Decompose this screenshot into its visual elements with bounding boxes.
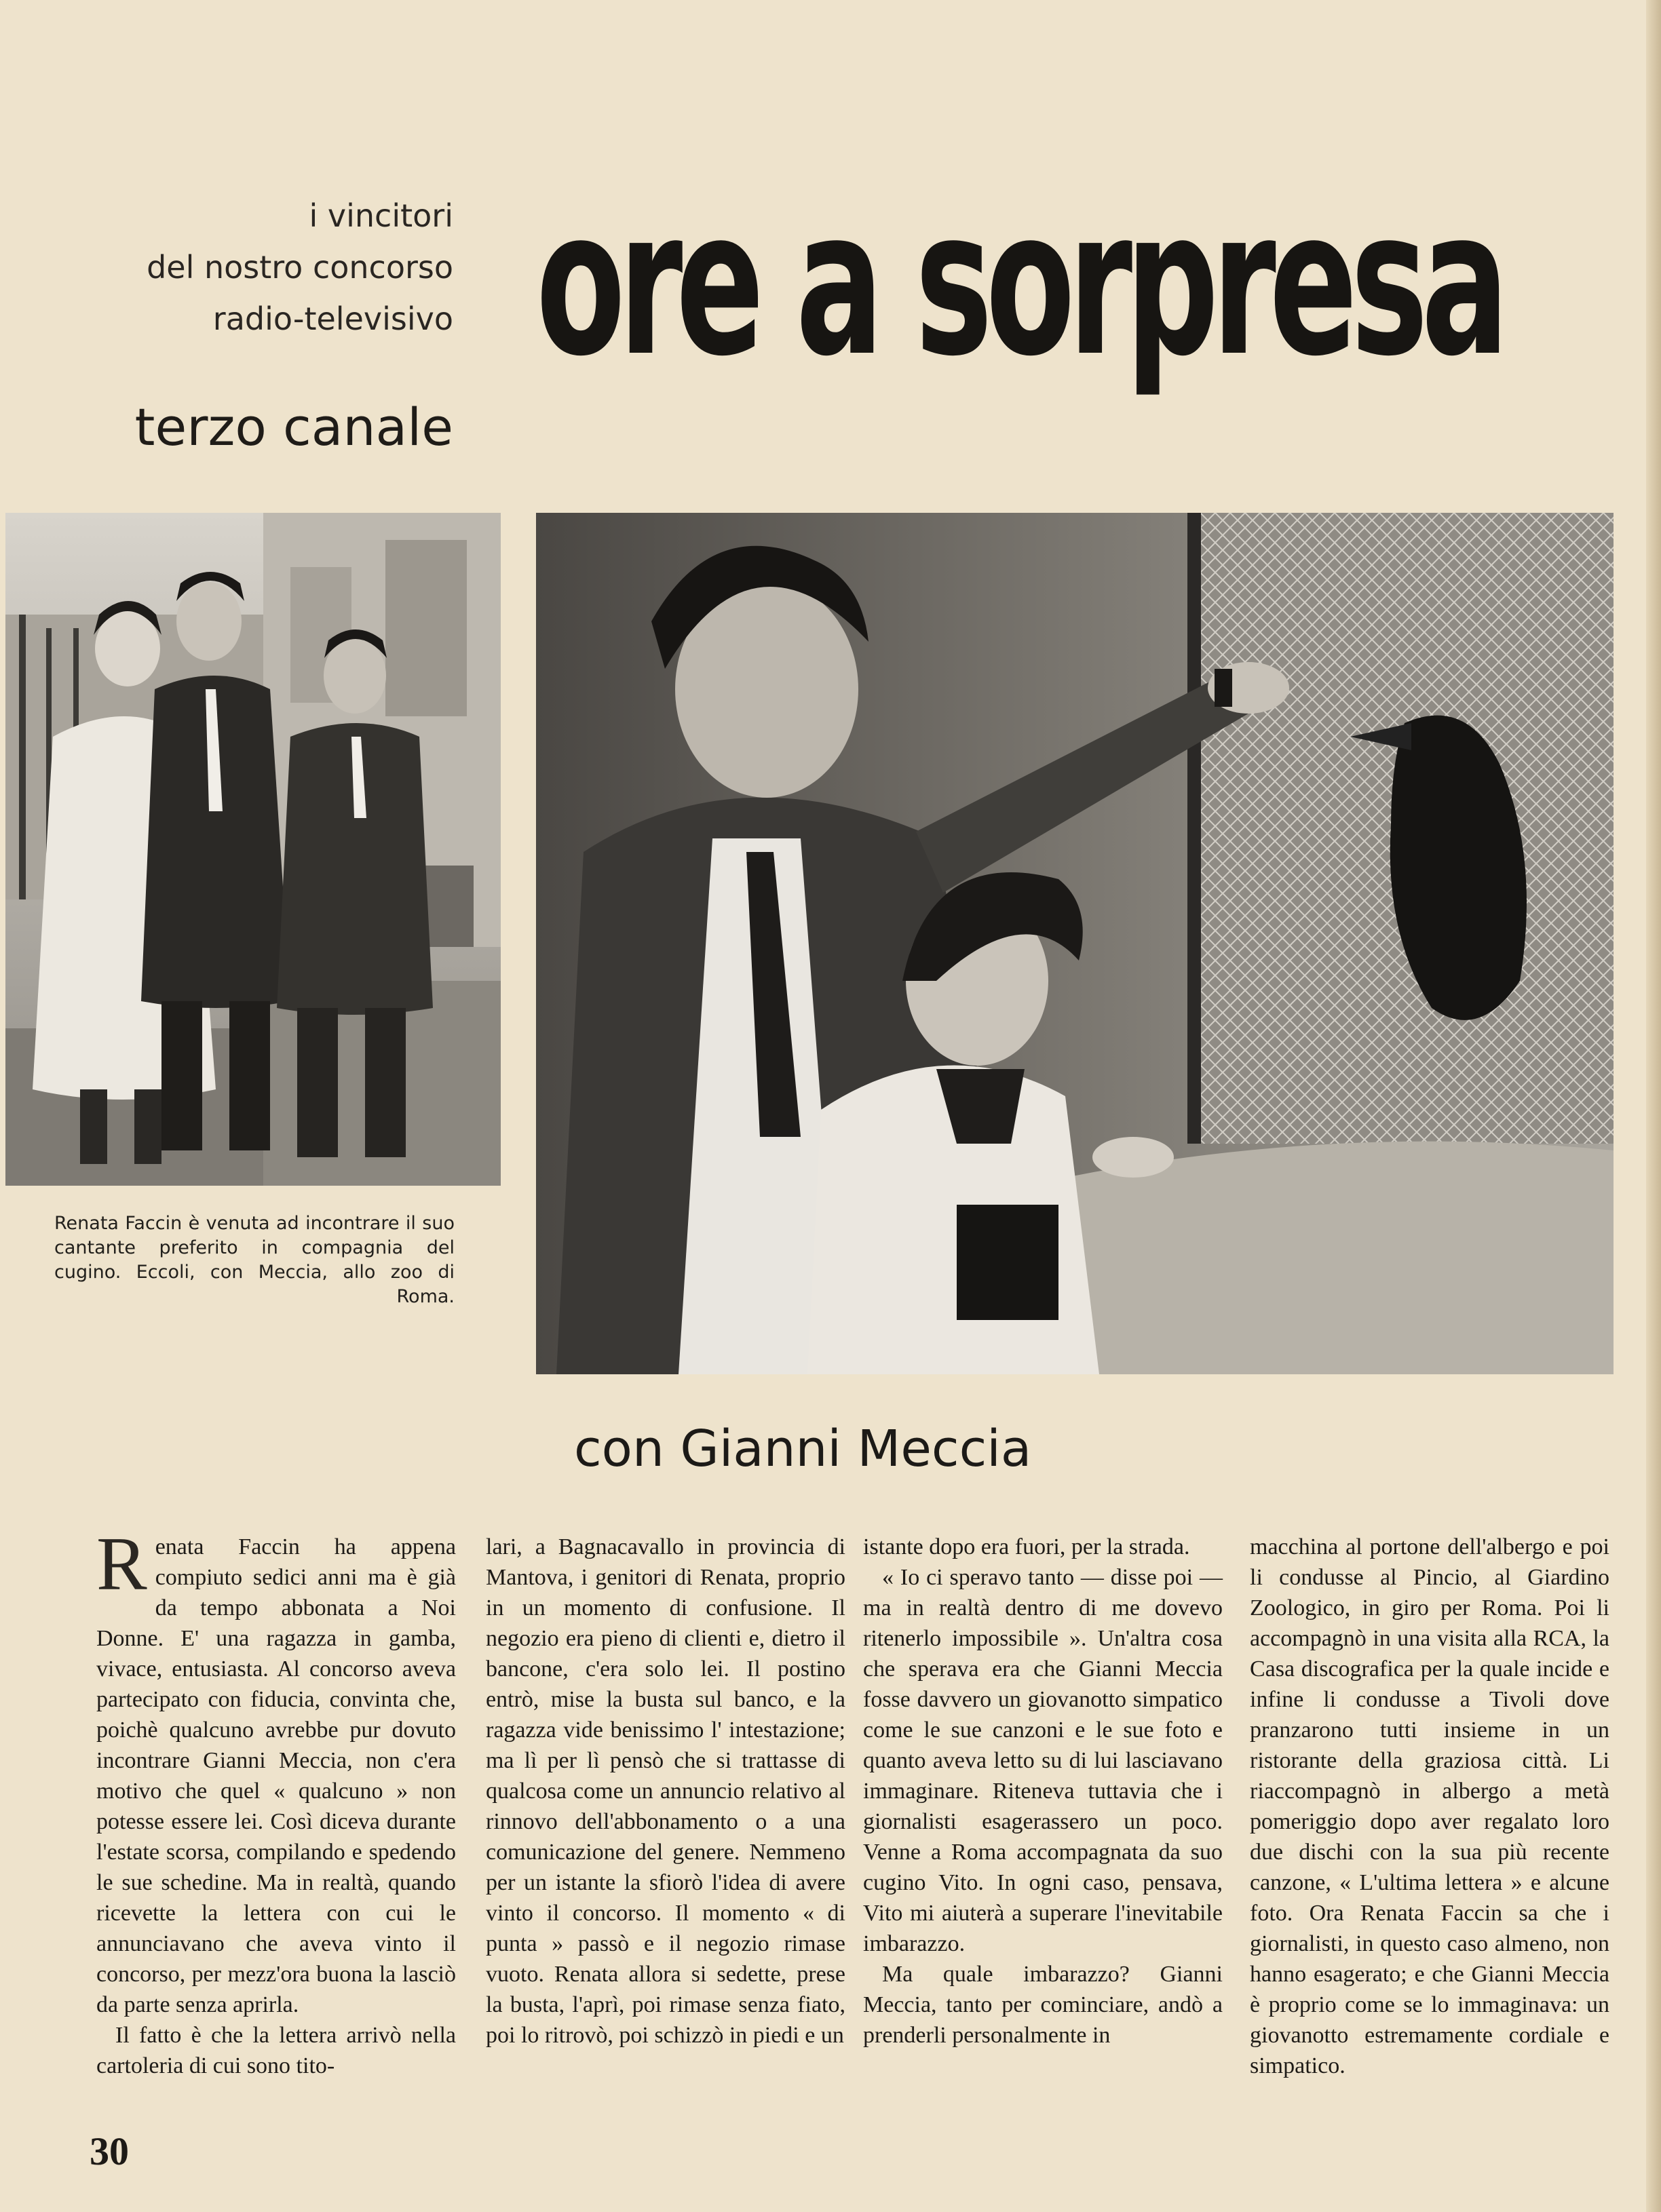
article-paragraph: lari, a Bagnacavallo in provincia di Mantova, i genitori di Renata, proprio in un momento di confusione. Il negozio era pieno di clienti e, dietro il bancone, c'era solo lei. Il postino entrò, mise la busta sul banco, e la ragazza vide benissimo l' intestazione; ma lì per lì pensò che si trattasse di qualcosa come un annuncio relativo al rinnovo dell'abbonamento o a una comunicazione del genere. Nemmeno per un istante la sfiorò l'idea di avere vinto il concorso. Il momento « di punta » passò e il negozio rimase vuoto. Renata allora si sedette, prese la busta, l'aprì, poi rimase senza fiato, poi lo ritrovò, poi schizzò in piedi e un — [486, 1534, 845, 2048]
photo-zoo-bird-cage — [536, 513, 1614, 1374]
page-number: 30 — [90, 2129, 129, 2173]
article-paragraph: macchina al portone dell'albergo e poi li condusse al Pincio, al Giardino Zoologico, in giro per Roma. Poi li accompagnò in una visita alla RCA, la Casa discografica per la quale incide e infine li condusse a Tivoli dove pranzarono tutti insieme in un ristorante della graziosa città. Li riaccompagnò in albergo a metà pomeriggio dopo aver regalato loro due dischi con la sua più recente canzone, « L'ultima lettera » e alcune foto. Ora Renata Faccin sa che i giornalisti, in questo caso almeno, non hanno esagerato; e che Gianni Meccia è proprio come se lo immaginava: un giovanotto estremamente cordiale e simpatico. — [1250, 1534, 1609, 2078]
article-subtitle: con Gianni Meccia — [574, 1420, 1032, 1478]
article-paragraph: Ma quale imbarazzo? Gianni Meccia, tanto per cominciare, andò a prenderli personalmente in — [863, 1962, 1223, 2048]
article-paragraph — [96, 1522, 456, 2020]
paragraph-text: enata Faccin ha appena compiuto sedici anni ma è già da tempo abbonata a Noi Donne. E' una ragazza in gamba, vivace, entusiasta. Al concorso aveva partecipato con fiducia, convinta che, poichè qualcuno avrebbe pur dovuto incontrare Gianni Meccia, non c'era motivo che quel « qualcuno » non potesse essere lei. Così diceva durante l'estate scorsa, compilando e spedendo le sue schedine. Ma in realtà, quando ricevette la lettera con cui le annunciavano che aveva vinto il concorso, per mezz'ora buona la lasciò da parte senza aprirla. — [96, 1534, 456, 2017]
kicker-line-3: radio-televisivo — [212, 300, 453, 337]
photo-caption: Renata Faccin è venuta ad incontrare il suo cantante preferito in compagnia del cugino. Eccoli, con Meccia, allo zoo di Roma. — [54, 1213, 455, 1307]
article-paragraph: « Io ci speravo tanto — disse poi — ma in realtà dentro di me dovevo ritenerlo impossibile ». Un'altra cosa che sperava era che Gianni Meccia fosse davvero un giovanotto simpatico come le sue canzoni e le sue foto e quanto aveva letto su di lui lasciavano immaginare. Riteneva tuttavia che i giornalisti esagerassero un poco. Venne a Roma accompagnata da suo cugino Vito. In ogni caso, pensava, Vito mi aiuterà a superare l'inevitabile imbarazzo. — [863, 1565, 1223, 1956]
section-name: terzo canale — [134, 397, 453, 457]
drop-cap: R — [96, 1522, 147, 1606]
article-paragraph: istante dopo era fuori, per la strada. — [863, 1534, 1190, 1559]
article-column-3 — [863, 1532, 1223, 2051]
article-column-2 — [486, 1532, 845, 2051]
headline: ore a sorpresa — [536, 166, 1502, 400]
page-edge — [1646, 0, 1661, 2212]
article-paragraph: Il fatto è che la lettera arrivò nella cartoleria di cui sono tito- — [96, 2023, 456, 2078]
kicker-line-2: del nostro concorso — [147, 249, 453, 286]
article-column-4 — [1250, 1532, 1609, 2081]
kicker-line-1: i vincitori — [309, 197, 453, 234]
article-column-1 — [96, 1522, 456, 2081]
photo-three-people-walking — [5, 513, 501, 1186]
